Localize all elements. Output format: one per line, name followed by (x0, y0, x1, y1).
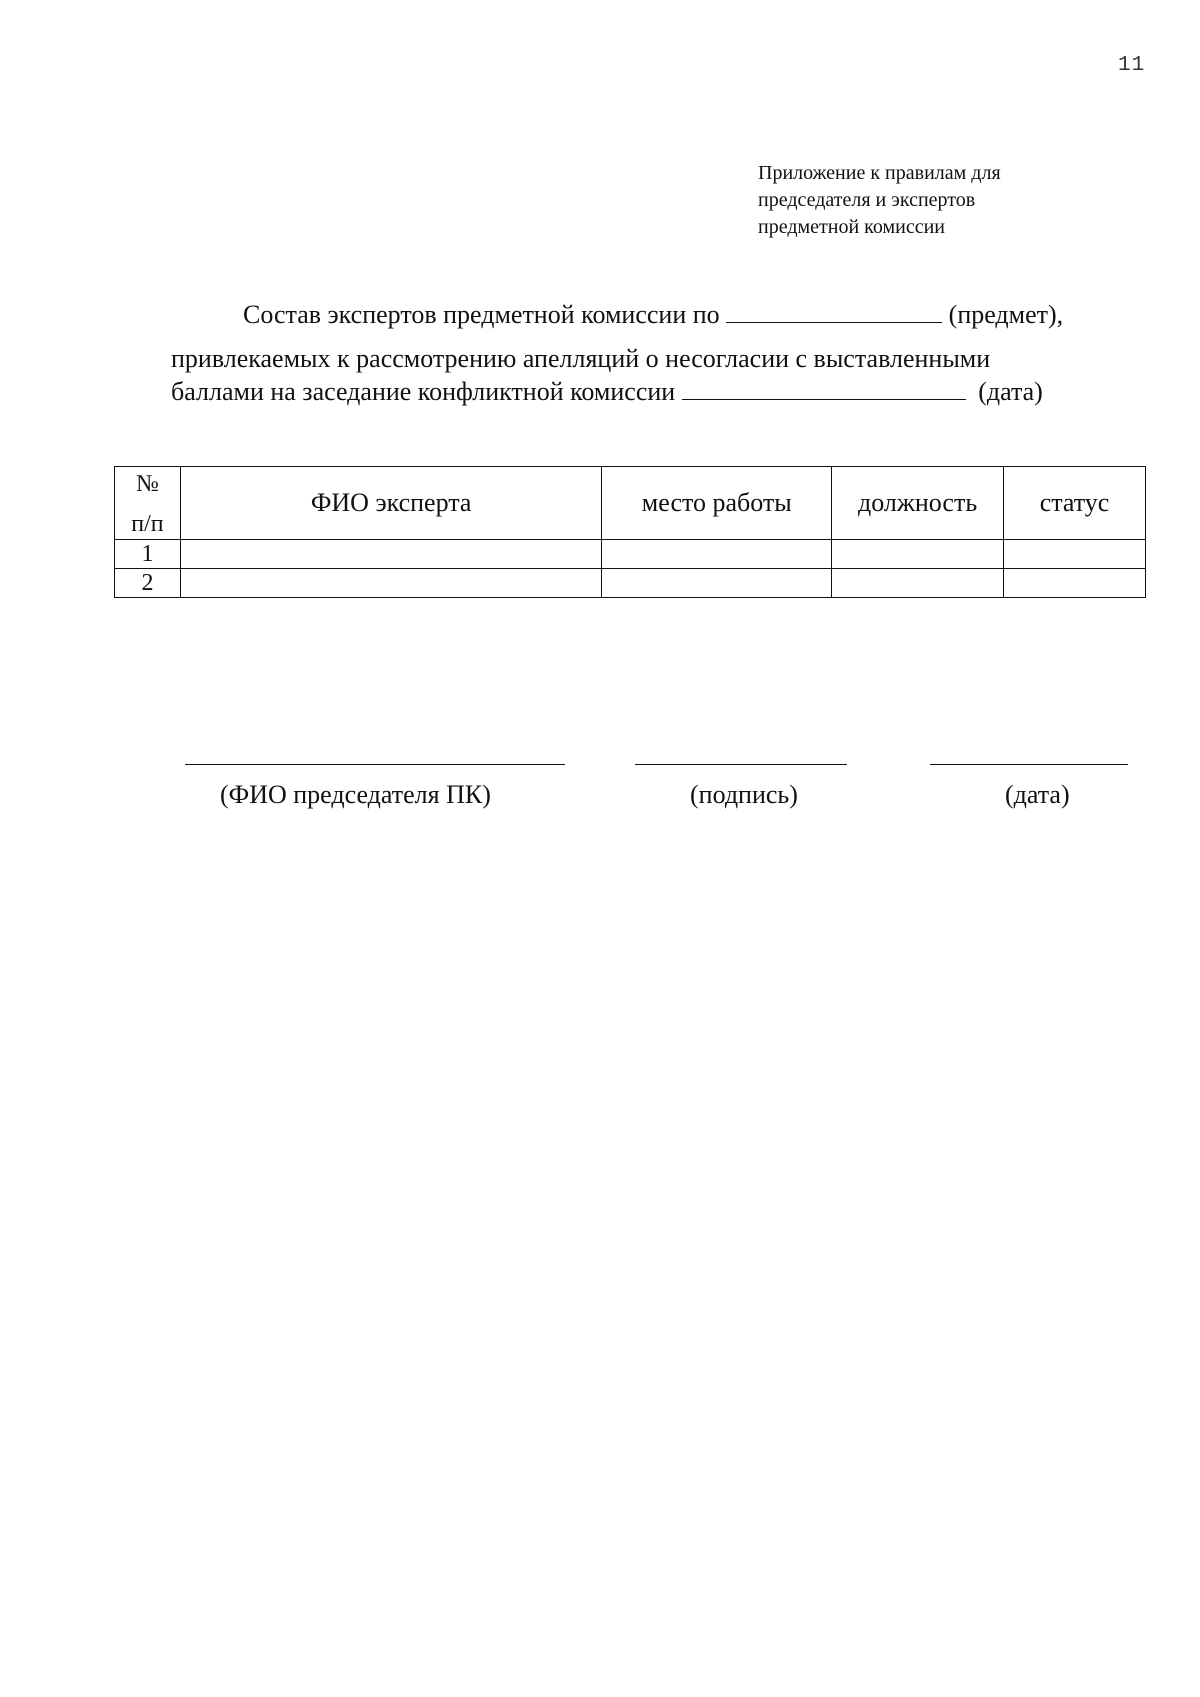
appendix-line-2: председателя и экспертов (758, 189, 976, 211)
subject-blank-field[interactable] (726, 300, 942, 323)
table-header-row (115, 467, 1146, 540)
appendix-line-1: Приложение к правилам для (758, 162, 1001, 184)
heading-line-1-suffix: (предмет), (948, 300, 1064, 329)
header-expert-name: ФИО эксперта (180, 467, 601, 540)
chair-name-line[interactable] (185, 764, 565, 765)
status-cell[interactable] (1004, 569, 1146, 598)
position-cell[interactable] (832, 540, 1004, 569)
meeting-date-blank-field[interactable] (682, 377, 966, 400)
signature-line[interactable] (635, 764, 847, 765)
row-index: 2 (115, 569, 181, 598)
expert-name-cell[interactable] (180, 569, 601, 598)
appendix-note (758, 160, 1098, 241)
workplace-cell[interactable] (602, 540, 832, 569)
status-cell[interactable] (1004, 540, 1146, 569)
row-index: 1 (115, 540, 181, 569)
header-workplace: место работы (602, 467, 832, 540)
table-row (115, 540, 1146, 569)
date-line[interactable] (930, 764, 1128, 765)
page-number: 11 (1118, 54, 1146, 77)
position-cell[interactable] (832, 569, 1004, 598)
heading-line-3 (171, 377, 1043, 407)
heading-line-3-suffix: (дата) (978, 377, 1043, 406)
workplace-cell[interactable] (602, 569, 832, 598)
date-caption: (дата) (1005, 780, 1070, 809)
signature-caption: (подпись) (690, 780, 798, 809)
heading-line-1 (243, 300, 1063, 330)
heading-line-3-prefix: баллами на заседание конфликтной комиссии (171, 377, 676, 406)
experts-table (114, 466, 1146, 598)
header-number (115, 467, 181, 540)
appendix-line-3: предметной комиссии (758, 216, 946, 238)
expert-name-cell[interactable] (180, 540, 601, 569)
heading-line-1-prefix: Состав экспертов предметной комиссии по (243, 300, 720, 329)
header-number-sign: № (136, 471, 159, 497)
header-number-pp: п/п (131, 511, 164, 537)
header-status: статус (1004, 467, 1146, 540)
table-row (115, 569, 1146, 598)
heading-line-2: привлекаемых к рассмотрению апелляций о несогласии с выставленными (171, 344, 991, 373)
header-position: должность (832, 467, 1004, 540)
chair-name-caption: (ФИО председателя ПК) (220, 780, 491, 809)
